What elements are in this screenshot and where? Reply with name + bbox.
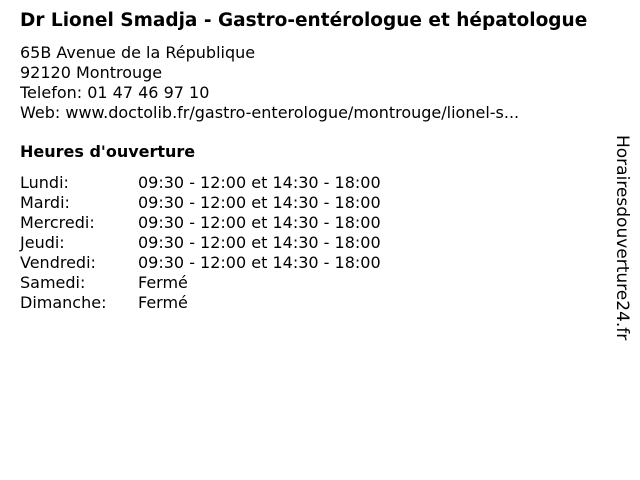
day-label: Mardi: (20, 193, 70, 212)
hours-row-jeudi (20, 233, 610, 253)
hours-table (20, 173, 610, 313)
watermark-text: Horairesdouverture24.fr (612, 135, 632, 341)
day-hours: 09:30 - 12:00 et 14:30 - 18:00 (138, 173, 381, 192)
hours-row-dimanche (20, 293, 610, 313)
day-label: Dimanche: (20, 293, 107, 312)
day-hours: 09:30 - 12:00 et 14:30 - 18:00 (138, 233, 381, 252)
day-label: Vendredi: (20, 253, 96, 272)
day-hours: 09:30 - 12:00 et 14:30 - 18:00 (138, 253, 381, 272)
day-label: Samedi: (20, 273, 86, 292)
hours-row-mercredi (20, 213, 610, 233)
day-hours: 09:30 - 12:00 et 14:30 - 18:00 (138, 193, 381, 212)
page-title: Dr Lionel Smadja - Gastro-entérologue et hépatologue (20, 10, 588, 31)
day-label: Mercredi: (20, 213, 95, 232)
listing-card (20, 10, 610, 313)
day-label: Lundi: (20, 173, 69, 192)
day-label: Jeudi: (20, 233, 65, 252)
phone-number[interactable]: Telefon: 01 47 46 97 10 (20, 83, 210, 102)
hours-row-samedi (20, 273, 610, 293)
day-hours: 09:30 - 12:00 et 14:30 - 18:00 (138, 213, 381, 232)
website-link[interactable]: Web: www.doctolib.fr/gastro-enterologue/montrouge/lionel-s... (20, 103, 520, 122)
hours-row-mardi (20, 193, 610, 213)
day-hours: Fermé (138, 273, 188, 292)
hours-row-vendredi (20, 253, 610, 273)
hours-heading: Heures d'ouverture (20, 142, 196, 161)
site-watermark (612, 135, 636, 375)
day-hours: Fermé (138, 293, 188, 312)
hours-row-lundi (20, 173, 610, 193)
contact-block (20, 43, 610, 123)
address-street: 65B Avenue de la République (20, 43, 256, 62)
address-city: 92120 Montrouge (20, 63, 163, 82)
